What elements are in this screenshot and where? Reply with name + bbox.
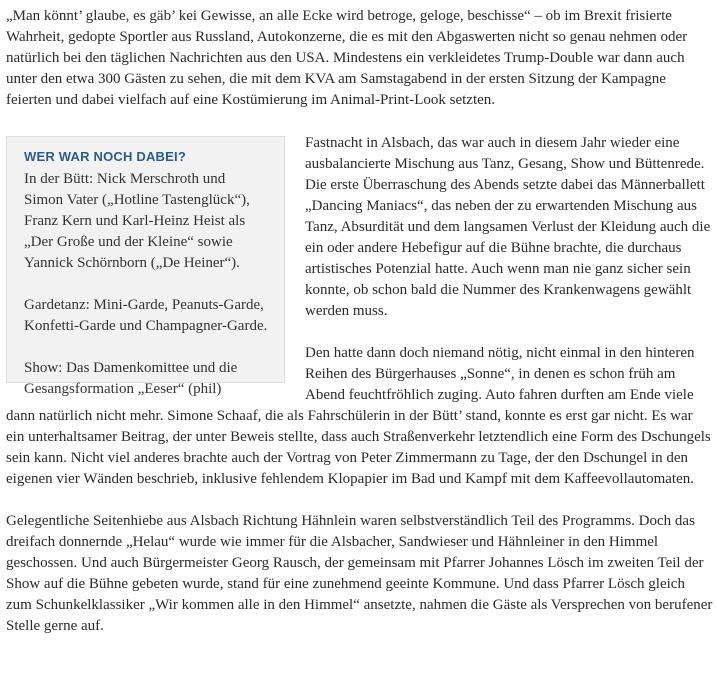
info-box xyxy=(6,136,285,397)
article-paragraph-2: Den hatte dann doch niemand nötig, nicht einmal in den hinteren Reihen des Bürgerhauses „Sonne“, in denen es schon früh am Abend feuchtfröhlich zuging. Auto fahren durften am Ende viele dann natürlich nicht mehr. Simone Schaaf, die als Fahrschülerin in der Bütt’ stand, konnte es erst gar nicht. Es war ein unterhaltsamer Beitrag, der unter Beweis stellte, dass auch Straßenverkehr letztendlich eine Form des Dschungels sein kann. Nicht viel anderes brachte auch der Vortrag von Peter Zimmermann zu Tage, der den Dschungel in den eigenen vier Wänden beschrieb, inklusive fehlendem Klopapier im Bad und Kampf mit dem Kaffeevollautomaten. xyxy=(6,345,711,487)
info-box-gardetanz-text: Gardetanz: Mini-Garde, Peanuts-Garde, Konfetti-Garde und Champagner-Garde. xyxy=(24,297,268,334)
info-box-buett-text: In der Bütt: Nick Merschroth und Simon Vater („Hotline Tastenglück“), Franz Kern und Karl-Heinz Heist als „Der Große und der Kleine“ sowie Yannick Schörnborn („De Heiner“). xyxy=(24,171,250,271)
article-intro-paragraph: „Man könnt’ glaube, es gäb’ kei Gewisse, an alle Ecke wird betroge, geloge, beschisse“ – ob im Brexit frisierte Wahrheit, gedopte Sportler aus Russland, Autokonzerne, die es mit den Abgaswerten nicht so genau nehmen oder natürlich bei den täglichen Nachrichten aus den USA. Mindestens ein verkleidetes Trump-Double war dann auch unter den etwa 300 Gästen zu sehen, die mit dem KVA am Samstagabend in der ersten Sitzung der Kampagne feierten und dabei vielfach auf eine Kostümierung im Animal-Print-Look setzten. xyxy=(6,8,688,108)
article-paragraph-3: Gelegentliche Seitenhiebe aus Alsbach Richtung Hähnlein waren selbstverständlich Teil des Programms. Doch das dreifach donnernde „Helau“ wurde wie immer für die Alsbacher, Sandwieser und Hähnleiner in den Himmel geschossen. Und auch Bürgermeister Georg Rausch, der gemeinsam mit Pfarrer Johannes Lösch im zweiten Teil der Show auf die Bühne gebeten wurde, stand für eine zunehmend geeinte Kommune. Und dass Pfarrer Lösch gleich zum Schunkelklassiker „Wir kommen alle in den Himmel“ ansetzte, nahmen die Gäste als Versprechen von berufener Stelle gerne auf. xyxy=(6,513,713,634)
article-paragraph-1: Fastnacht in Alsbach, das war auch in diesem Jahr wieder eine ausbalancierte Mischung aus Tanz, Gesang, Show und Büttenrede. Die erste Überraschung des Abends setzte dabei das Männerballett „Dancing Maniacs“, das neben der zu erwartenden Mischung aus Tanz, Absurdität und dem langsamen Verlust der Kleidung auch die ein oder andere Hebefigur auf die Bühne brachte, die durchaus artistisches Potenzial hatte. Auch wenn man nie ganz sicher sein konnte, ob schon bald die Nummer des Krankenwagens gewählt werden muss. xyxy=(305,135,711,319)
article-body xyxy=(6,0,713,637)
info-box-show-text: Show: Das Damenkomittee und die Gesangsformation „Eeser“ (phil) xyxy=(24,360,238,397)
info-box-title: WER WAR NOCH DABEI? xyxy=(24,149,186,164)
